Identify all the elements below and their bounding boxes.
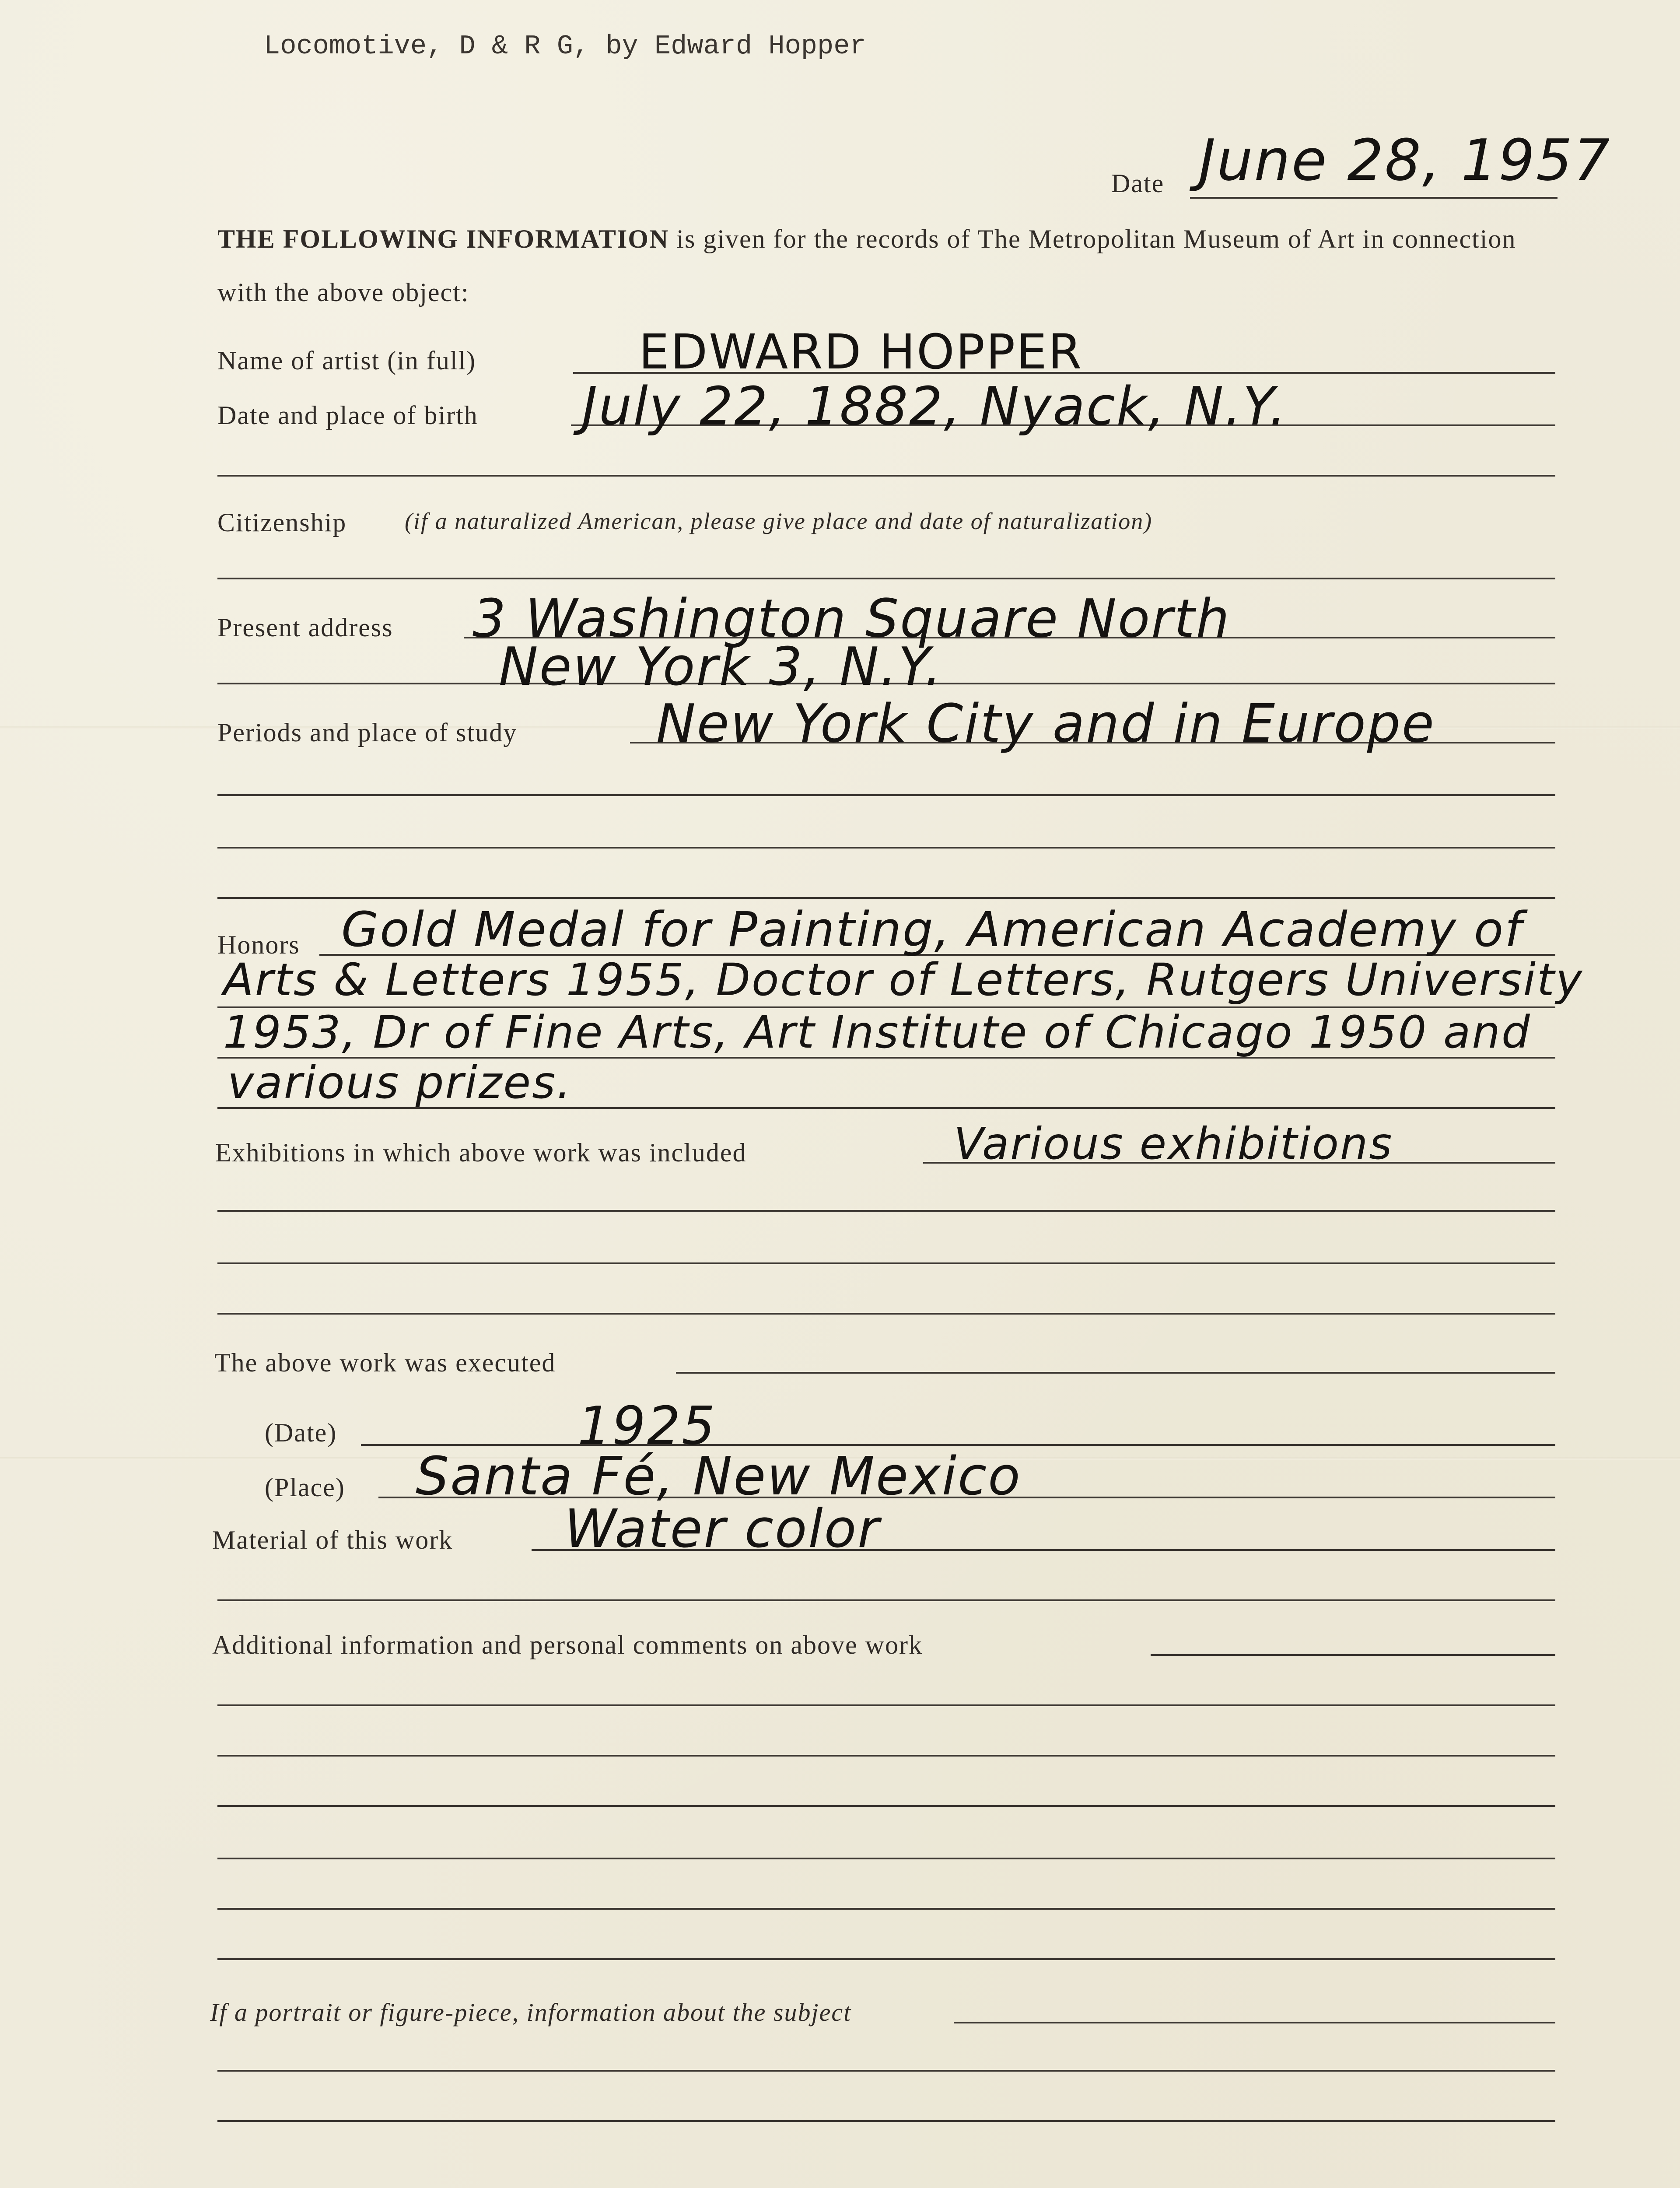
additional-rule-3 [217, 1755, 1555, 1757]
honors-line2[interactable]: Arts & Letters 1955, Doctor of Letters, Rutgers University [223, 954, 1584, 1006]
date-label: Date [1111, 169, 1165, 198]
additional-rule [1151, 1654, 1555, 1656]
artist-name-value[interactable]: EDWARD HOPPER [639, 324, 1083, 380]
citizenship-note: (if a naturalized American, please give place and date of naturalization) [405, 508, 1153, 534]
executed-label: The above work was executed [214, 1348, 556, 1377]
honors-line4[interactable]: various prizes. [228, 1057, 572, 1109]
address-line2[interactable]: New York 3, N.Y. [499, 637, 943, 698]
exec-date-label: (Date) [265, 1418, 337, 1447]
honors-line1[interactable]: Gold Medal for Painting, American Academy of [341, 901, 1523, 957]
address-label: Present address [217, 613, 393, 642]
study-value[interactable]: New York City and in Europe [656, 694, 1435, 754]
citizenship-label: Citizenship [217, 508, 347, 537]
material-rule-2 [217, 1599, 1555, 1601]
address-line1[interactable]: 3 Washington Square North [472, 589, 1231, 649]
material-label: Material of this work [212, 1525, 453, 1554]
executed-rule [676, 1372, 1555, 1374]
additional-rule-7 [217, 1958, 1555, 1960]
study-label: Periods and place of study [217, 718, 518, 747]
study-rule-4 [217, 897, 1555, 899]
exec-date-value[interactable]: 1925 [578, 1396, 717, 1457]
additional-label: Additional information and personal comments on above work [212, 1630, 923, 1659]
artist-name-label: Name of artist (in full) [217, 346, 476, 375]
birth-value[interactable]: July 22, 1882, Nyack, N.Y. [582, 376, 1288, 437]
additional-rule-4 [217, 1805, 1555, 1807]
study-rule-2 [217, 794, 1555, 796]
object-title: Locomotive, D & R G, by Edward Hopper [264, 31, 866, 62]
date-value[interactable]: June 28, 1957 [1199, 127, 1611, 193]
date-rule [1190, 197, 1558, 199]
portrait-label: If a portrait or figure-piece, information about the subject [210, 1998, 852, 2027]
exhibitions-rule-2 [217, 1210, 1555, 1212]
intro-paragraph [217, 212, 1565, 319]
exhibitions-rule-4 [217, 1313, 1555, 1315]
birth-rule-2 [217, 475, 1555, 477]
exhibitions-rule-3 [217, 1262, 1555, 1264]
honors-label: Honors [217, 930, 300, 959]
material-value[interactable]: Water color [564, 1499, 881, 1560]
exec-date-rule [361, 1444, 1555, 1446]
portrait-rule-3 [217, 2120, 1555, 2122]
exhibitions-value[interactable]: Various exhibitions [954, 1118, 1393, 1169]
additional-rule-2 [217, 1704, 1555, 1706]
additional-rule-6 [217, 1908, 1555, 1910]
exec-place-value[interactable]: Santa Fé, New Mexico [416, 1446, 1022, 1507]
study-rule-3 [217, 847, 1555, 849]
exhibitions-label: Exhibitions in which above work was included [215, 1138, 747, 1167]
birth-label: Date and place of birth [217, 401, 478, 430]
portrait-rule [954, 2022, 1555, 2023]
additional-rule-5 [217, 1858, 1555, 1859]
portrait-rule-2 [217, 2070, 1555, 2072]
citizenship-rule [217, 578, 1555, 579]
exec-place-label: (Place) [265, 1473, 345, 1502]
honors-line3[interactable]: 1953, Dr of Fine Arts, Art Institute of Chicago 1950 and [223, 1006, 1531, 1059]
intro-rest: is given for the records of The Metropolitan Museum of Art in connection with the above object: [217, 224, 1516, 307]
intro-bold: THE FOLLOWING INFORMATION [217, 224, 669, 253]
